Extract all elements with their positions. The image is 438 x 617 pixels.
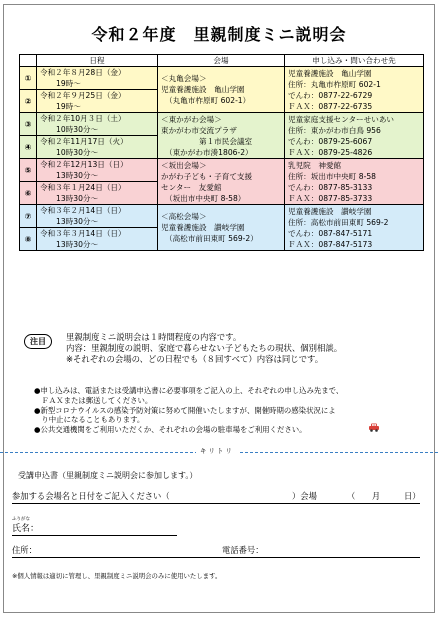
bullet-item: ●新型コロナウイルスの感染予防対策に努めて開催いたしますが、開催時期の感染状況によ	[34, 405, 336, 415]
venue-line: ＜東かがわ会場＞	[161, 114, 222, 124]
session-date-cell	[37, 90, 158, 113]
session-date-cell	[37, 205, 158, 228]
contact-line: でんわ：0879-25-6067	[288, 136, 373, 146]
note-line: 内容：里親制度の説明、家庭で暮らせない子どもたちの現状、個別相談。	[66, 343, 343, 353]
bullet-item: ●公共交通機関をご利用いただくか、それぞれの会場の駐車場をご利用ください。	[34, 425, 307, 435]
session-time: 13時30分～	[56, 171, 99, 180]
venue-line: ＜丸亀会場＞	[161, 74, 207, 83]
contact-line: 児童養護施設 亀山学園	[288, 68, 372, 78]
contact-line: 児童養護施設 讃岐学園	[288, 206, 372, 216]
session-date: 令和３年１月24日（日）	[40, 183, 126, 192]
session-time: 13時30分～	[56, 217, 99, 226]
session-date-cell	[37, 228, 158, 251]
venue-line: （丸亀市柞原町 602-1）	[165, 96, 251, 105]
venue-line: かがわ子ども・子育て支援	[161, 171, 253, 181]
venue-cell	[158, 205, 285, 251]
session-date-cell	[37, 67, 158, 90]
schedule-row	[20, 113, 424, 136]
session-time: 19時～	[56, 102, 81, 111]
contact-line: ＦＡＸ：0877-22-6735	[288, 101, 373, 111]
form-heading: 受講申込書（里親制度ミニ説明会に参加します。）	[18, 471, 198, 480]
contact-cell	[285, 67, 424, 113]
bullet-item: ＦＡＸまたは郵送してください。	[34, 395, 153, 405]
contact-cell	[285, 159, 424, 205]
contact-line: 住所：高松市前田東町 569-2	[288, 217, 389, 227]
venue-date-field[interactable]	[12, 490, 420, 504]
venue-line: ＜坂出会場＞	[161, 160, 207, 170]
session-date-cell	[37, 182, 158, 205]
venue-cell	[158, 113, 285, 159]
note-line: ※それぞれの会場の、どの日程でも（８回すべて）内容は同じです。	[66, 354, 324, 364]
contact-line: でんわ：0877-22-6729	[288, 90, 373, 100]
venue-cell	[158, 67, 285, 113]
session-date-cell	[37, 136, 158, 159]
contact-cell	[285, 205, 424, 251]
address-phone-field[interactable]	[12, 544, 420, 558]
session-date-cell	[37, 159, 158, 182]
venue-cell	[158, 159, 285, 205]
session-time: 13時30分～	[56, 240, 99, 249]
session-time: 13時30分～	[56, 194, 99, 203]
privacy-note: ※個人情報は適切に管理し、里親制度ミニ説明会のみに使用いたします。	[12, 572, 222, 580]
bullet-item: ●申し込みは、電話または受講申込書に必要事項をご記入の上、それぞれの申し込み先まで、	[34, 386, 344, 395]
contact-line: でんわ：087-847-5171	[288, 228, 373, 238]
session-number: ⑤	[20, 159, 37, 182]
venue-line: ＜高松会場＞	[161, 212, 207, 221]
header-venue: 会場	[158, 55, 285, 67]
contact-line: 住所：東かがわ市白鳥 956	[288, 125, 381, 135]
venue-suffix: ）会場	[292, 491, 317, 501]
venue-line: 東かがわ市交流プラザ	[161, 125, 237, 135]
session-number: ①	[20, 67, 37, 90]
address-label: 住所：	[12, 545, 37, 555]
header-date: 日程	[37, 55, 158, 67]
session-number: ②	[20, 90, 37, 113]
session-date: 令和２年10月３日（土）	[40, 114, 126, 123]
schedule-header-row	[20, 55, 424, 67]
session-number: ⑥	[20, 182, 37, 205]
session-time: 10時30分～	[56, 148, 99, 157]
session-date: 令和２年11月17日（火）	[40, 137, 128, 146]
header-contact: 申し込み・問い合わせ先	[285, 55, 424, 67]
cut-label: キリトリ	[196, 446, 238, 455]
contact-line: ＦＡＸ：0877-85-3733	[288, 193, 373, 203]
contact-line: 住所：丸亀市柞原町 602-1	[288, 79, 381, 89]
note-text	[66, 332, 426, 365]
contact-cell	[285, 113, 424, 159]
session-date: 令和２年８月28日（金）	[40, 68, 126, 77]
venue-line: 児童養護施設 讃岐学園	[161, 223, 245, 232]
contact-line: ＦＡＸ：087-847-5173	[288, 239, 373, 249]
session-number: ③	[20, 113, 37, 136]
name-field[interactable]	[12, 517, 177, 536]
session-date: 令和２年９月25日（金）	[40, 91, 126, 100]
contact-line: ＦＡＸ：0879-25-4826	[288, 147, 373, 157]
phone-label: 電話番号：	[222, 545, 264, 555]
schedule-row	[20, 67, 424, 90]
venue-line: 第１市民会議室	[199, 136, 253, 146]
contact-line: 乳児院 神愛館	[288, 160, 342, 170]
contact-line: 住所：坂出市中央町 8-58	[288, 171, 376, 181]
session-number: ⑦	[20, 205, 37, 228]
venue-line: （高松市前田東町 569-2）	[165, 234, 258, 243]
session-time: 10時30分～	[56, 125, 99, 134]
venue-prompt: 参加する会場名と日付をご記入ください（	[12, 491, 170, 501]
month-label: （ 月	[347, 491, 381, 501]
schedule-table	[19, 54, 424, 251]
car-icon	[368, 421, 380, 433]
contact-line: でんわ：0877-85-3133	[288, 182, 373, 192]
venue-line: センター 友愛館	[161, 182, 222, 192]
session-date-cell	[37, 113, 158, 136]
session-number: ④	[20, 136, 37, 159]
bullet-item: り中止になることもあります。	[34, 415, 145, 425]
session-number: ⑧	[20, 228, 37, 251]
schedule-row	[20, 205, 424, 228]
header-num	[20, 55, 37, 67]
session-time: 19時～	[56, 79, 81, 88]
name-label: 氏名：	[12, 524, 40, 534]
session-date: 令和２年12月13日（日）	[40, 160, 128, 169]
day-label: 日）	[404, 491, 421, 501]
schedule-body	[20, 67, 424, 251]
venue-line: （坂出市中央町 8-58）	[165, 193, 246, 203]
contact-line: 児童家庭支援センターせいあい	[288, 114, 395, 124]
name-ruby: ふりがな	[12, 517, 30, 522]
session-date: 令和３年３月14日（日）	[40, 229, 126, 238]
note-line: 里親制度ミニ説明会は１時間程度の内容です。	[66, 332, 242, 342]
schedule-row	[20, 159, 424, 182]
session-date: 令和３年２月14日（日）	[40, 206, 126, 215]
venue-line: （東かがわ市湊1806-2）	[165, 147, 253, 157]
attention-badge: 注目	[24, 334, 52, 349]
page-title: 令和２年度 里親制度ミニ説明会	[91, 25, 347, 44]
venue-line: 児童養護施設 亀山学園	[161, 85, 245, 94]
